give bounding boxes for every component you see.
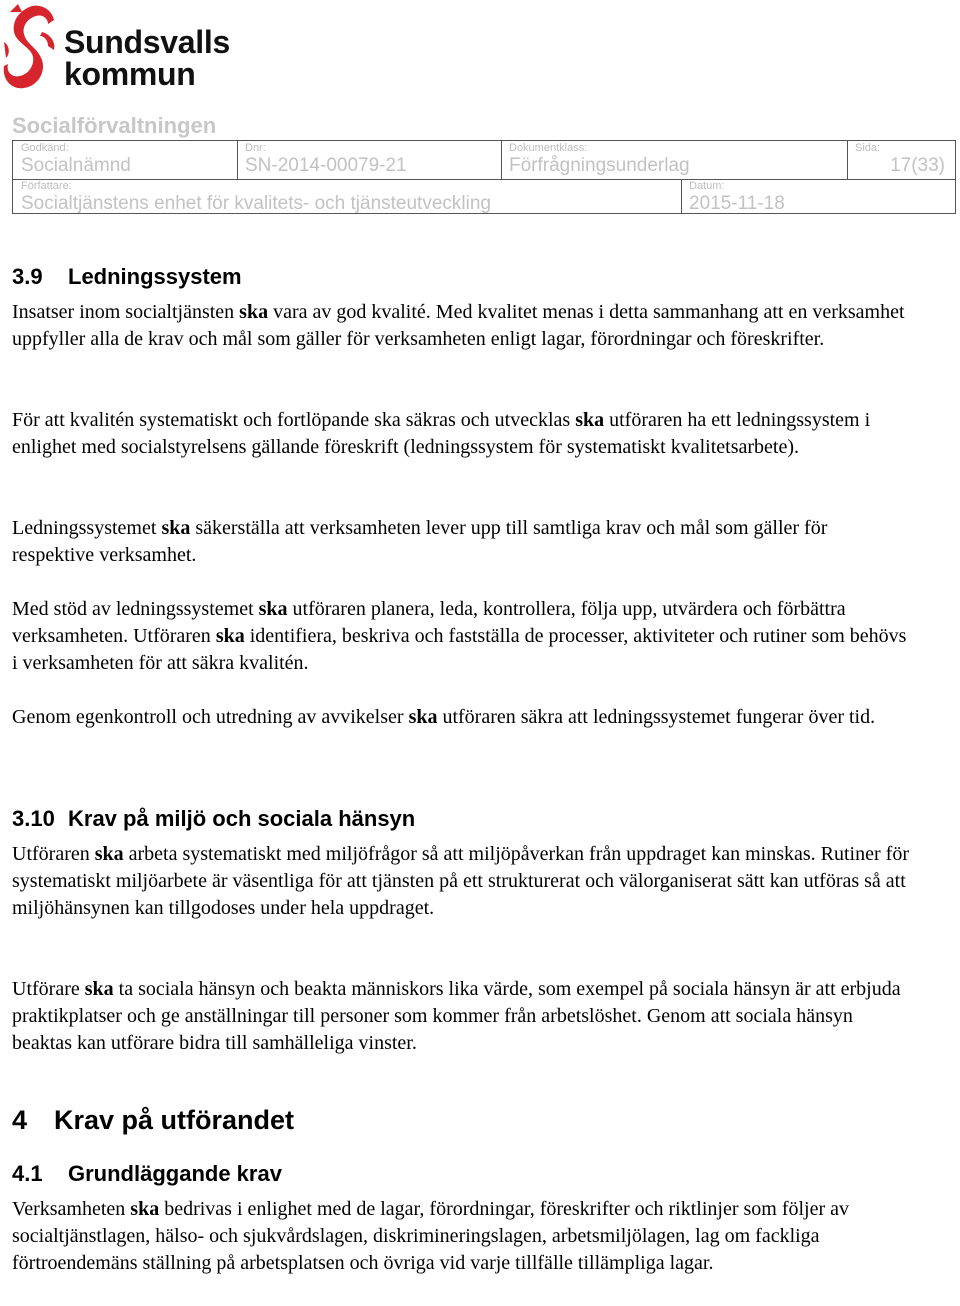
document-metadata-table — [12, 140, 956, 214]
text-run: säkerställa att verksamheten lever upp till samtliga krav och mål som gäller för respektive verksamhet. — [12, 517, 828, 566]
sundsvalls-kommun-logo — [2, 2, 252, 98]
chapter-number: 4 — [12, 1105, 28, 1135]
logo-wordmark — [64, 26, 230, 90]
dokumentklass-label: Dokumentklass: — [509, 142, 588, 154]
text-run: Utföraren — [12, 843, 95, 865]
text-run: Med stöd av ledningssystemet — [12, 598, 259, 620]
logo-line-1: Sundsvalls — [64, 24, 230, 60]
section-number: 3.9 — [12, 264, 43, 289]
text-run: Ledningssystemet — [12, 517, 162, 539]
text-run: Insatser inom socialtjänsten — [12, 301, 240, 323]
emphasis: ska — [215, 625, 245, 647]
section-title: Krav på miljö och sociala hänsyn — [68, 806, 416, 831]
dnr-value: SN-2014-00079-21 — [245, 155, 407, 176]
paragraph — [12, 704, 912, 731]
sida-label: Sida: — [855, 142, 881, 154]
datum-value: 2015-11-18 — [689, 193, 785, 214]
datum-cell — [681, 141, 955, 213]
emphasis: ska — [161, 517, 191, 539]
text-run: Verksamheten — [12, 1198, 131, 1220]
organization-name: Socialförvaltningen — [12, 113, 217, 138]
text-run: vara av god kvalité. Med kvalitet menas i detta sammanhang att en verksamhet uppfyller alla de krav och mål som gäller för verksamheten enligt lagar, förordningar och föreskrifter. — [12, 301, 905, 350]
text-run: utföraren säkra att ledningssystemet fungerar över tid. — [437, 706, 876, 728]
emphasis: ska — [84, 978, 114, 1000]
paragraph — [12, 841, 912, 922]
section-title: Grundläggande krav — [68, 1161, 282, 1186]
chapter-heading-4 — [12, 1105, 294, 1136]
emphasis: ska — [258, 598, 288, 620]
emphasis: ska — [239, 301, 269, 323]
emphasis: ska — [575, 409, 605, 431]
section-heading-3-10 — [12, 806, 415, 832]
text-run: bedrivas i enlighet med de lagar, förordningar, föreskrifter och riktlinjer som följer av socialtjänstlagen, hälso- och sjukvårdslagen, diskrimineringslagen, arbetsmiljölagen, lag om fackliga förtroendemäns ställning på arbetsplatsen och övriga vid varje tillfälle tillämpliga lagar. — [12, 1198, 850, 1274]
forfattare-value: Socialtjänstens enhet för kvalitets- och tjänsteutveckling — [21, 193, 491, 214]
forfattare-cell — [13, 141, 681, 213]
dragon-emblem-icon — [2, 2, 62, 98]
section-number: 3.10 — [12, 806, 55, 831]
datum-label: Datum: — [689, 180, 725, 192]
sida-value: 17(33) — [890, 155, 945, 176]
text-run: arbeta systematiskt med miljöfrågor så att miljöpåverkan från uppdraget kan minskas. Rutiner för systematiskt miljöarbete är väsentliga för att tjänsten på ett strukturerat och välorganiserat sätt kan utföras så att miljöhänsynen kan tillgodoses under hela uppdraget. — [12, 843, 909, 919]
paragraph — [12, 299, 912, 353]
paragraph — [12, 515, 912, 569]
paragraph — [12, 596, 912, 677]
emphasis: ska — [130, 1198, 160, 1220]
text-run: utföraren planera, leda, kontrollera, följa upp, utvärdera och förbättra verksamheten. Utföraren — [12, 598, 846, 647]
logo-line-2: kommun — [64, 56, 196, 92]
dokumentklass-value: Förfrågningsunderlag — [509, 155, 690, 176]
chapter-title: Krav på utförandet — [54, 1105, 295, 1135]
paragraph — [12, 407, 912, 461]
text-run: identifiera, beskriva och fastställa de processer, aktiviteter och rutiner som behövs i verksamheten för att säkra kvalitén. — [12, 625, 907, 674]
text-run: Genom egenkontroll och utredning av avvikelser — [12, 706, 409, 728]
paragraph — [12, 976, 912, 1057]
text-run: ta sociala hänsyn och beakta människors lika värde, som exempel på sociala hänsyn är att erbjuda praktikplatser och ge anställningar till personer som kommer från arbetslöshet. Genom att sociala hänsyn beaktas kan utförare bidra till samhälleliga vinster. — [12, 978, 901, 1054]
section-heading-3-9 — [12, 264, 242, 290]
section-title: Ledningssystem — [68, 264, 242, 289]
section-heading-4-1 — [12, 1161, 282, 1187]
forfattare-label: Författare: — [21, 180, 72, 192]
godkand-value: Socialnämnd — [21, 155, 131, 176]
paragraph — [12, 1196, 912, 1277]
text-run: För att kvalitén systematiskt och fortlöpande ska säkras och utvecklas — [12, 409, 576, 431]
text-run: utföraren ha ett ledningssystem i enlighet med socialstyrelsens gällande föreskrift (ledningssystem för systematiskt kvalitetsarbete). — [12, 409, 871, 458]
emphasis: ska — [94, 843, 124, 865]
emphasis: ska — [408, 706, 438, 728]
text-run: Utförare — [12, 978, 85, 1000]
section-number: 4.1 — [12, 1161, 43, 1186]
dnr-label: Dnr: — [245, 142, 266, 154]
godkand-label: Godkänd: — [21, 142, 69, 154]
